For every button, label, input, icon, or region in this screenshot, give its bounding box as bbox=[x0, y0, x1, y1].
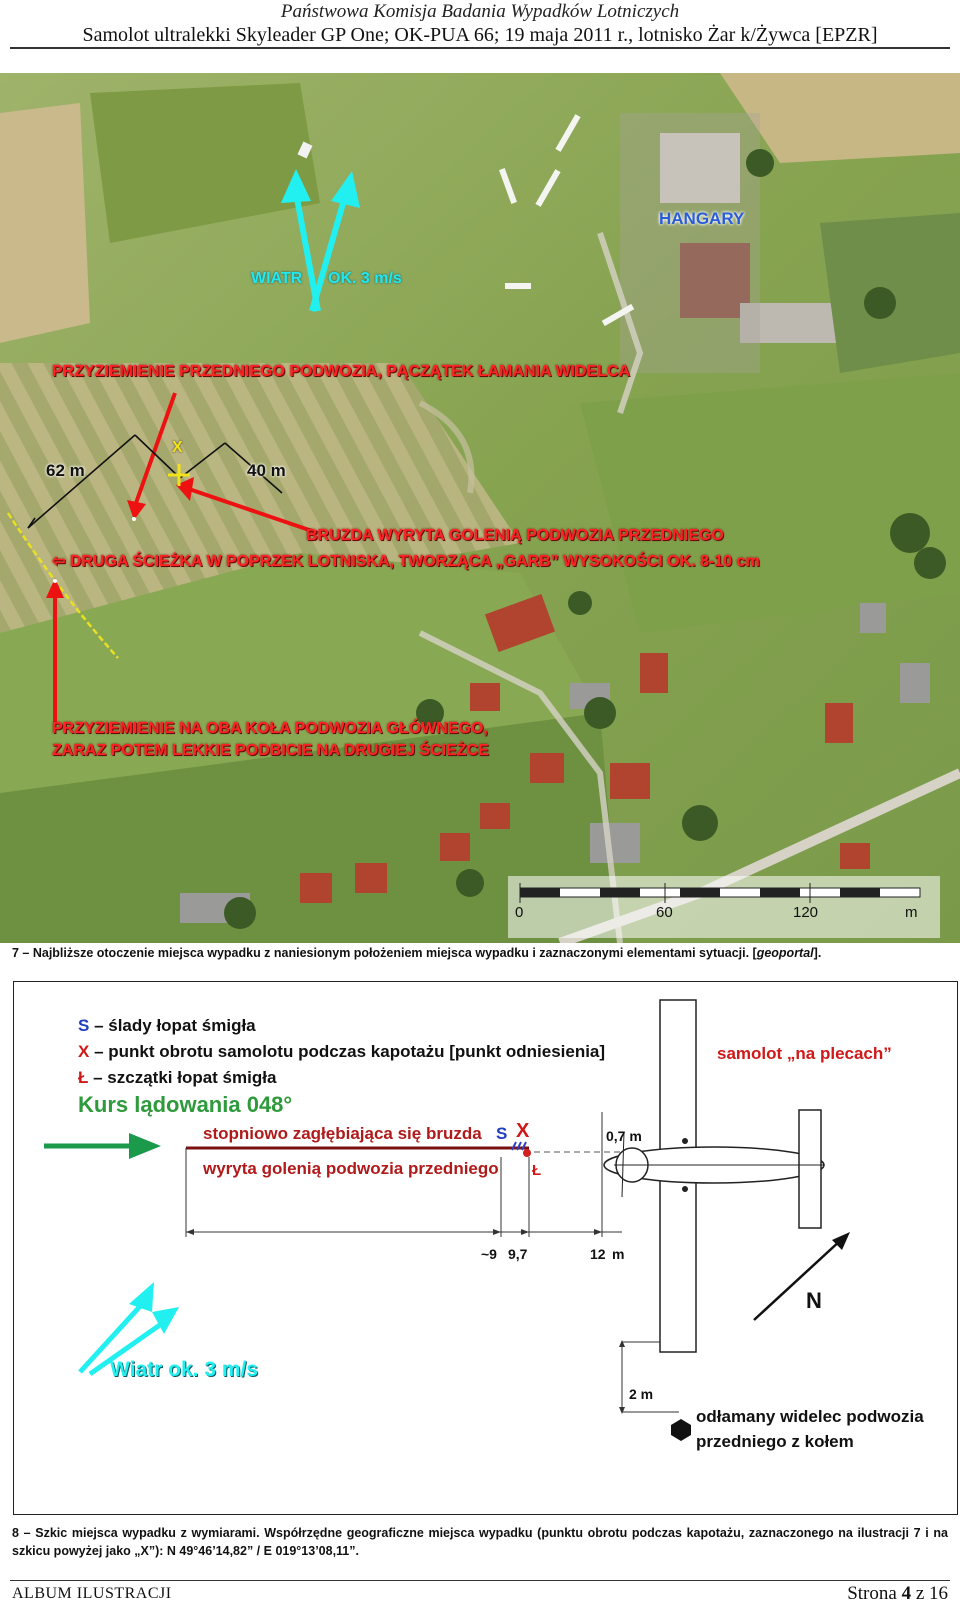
furrow-label: BRUZDA WYRYTA GOLENIĄ PODWOZIA PRZEDNIEGO bbox=[306, 527, 724, 544]
dim-9-7: 9,7 bbox=[508, 1246, 528, 1262]
sketch-x-mark: X bbox=[516, 1120, 530, 1142]
dim-12: 12 bbox=[590, 1246, 606, 1262]
x-marker-label: X bbox=[172, 439, 183, 456]
sketch-l-mark: Ł bbox=[532, 1162, 542, 1179]
furrow-label-2: wyryta golenią podwozia przedniego bbox=[203, 1159, 499, 1178]
dim-unit-m: m bbox=[612, 1246, 625, 1262]
sketch-wind-label: Wiatr ok. 3 m/s bbox=[110, 1358, 259, 1381]
broken-fork-label-2: przedniego z kołem bbox=[696, 1432, 854, 1451]
distance-40-label: 40 m bbox=[247, 461, 286, 480]
footer-divider bbox=[10, 1580, 950, 1581]
second-path-label: ⇦ DRUGA ŚCIEŻKA W POPRZEK LOTNISKA, TWORZĄCA „GARB” WYSOKOŚCI OK. 8-10 cm bbox=[52, 553, 760, 570]
header-institution: Państwowa Komisja Badania Wypadków Lotniczych bbox=[280, 1, 680, 22]
dim-0-7m: 0,7 m bbox=[606, 1128, 642, 1144]
header-report-title: Samolot ultralekki Skyleader GP One; OK-PUA 66; 19 maja 2011 r., lotnisko Żar k/Żywca [EPZR] bbox=[82, 24, 878, 46]
left-arrow-icon: ⇦ bbox=[52, 553, 70, 570]
footer-page-number: Strona 4 z 16 bbox=[847, 1583, 948, 1604]
nose-gear-touchdown-label: PRZYZIEMIENIE PRZEDNIEGO PODWOZIA, PĄCZĄTEK ŁAMANIA WIDELCA bbox=[52, 363, 631, 380]
legend-s: S – ślady łopat śmigła bbox=[78, 1016, 256, 1035]
dim-2m: 2 m bbox=[629, 1386, 654, 1402]
scale-tick-60: 60 bbox=[656, 904, 673, 921]
sketch-s-mark: S bbox=[496, 1124, 508, 1143]
hangary-label: HANGARY bbox=[659, 209, 745, 228]
dim-9: ~9 bbox=[481, 1246, 497, 1262]
header-divider bbox=[10, 47, 950, 49]
figure-7-caption: 7 – Najbliższe otoczenie miejsca wypadku z naniesionym położeniem miejsca wypadku i zaznaczonymi elementami sytuacji. [geoportal]. bbox=[12, 946, 822, 960]
scale-unit: m bbox=[905, 904, 918, 921]
distance-62-label: 62 m bbox=[46, 461, 85, 480]
figure-8-caption: 8 – Szkic miejsca wypadku z wymiarami. Współrzędne geograficzne miejsca wypadku (punktu obrotu podczas kapotażu, zaznaczonego na ilustracji 7 i na szkicu powyżej jako „X”): N 49°46’14,82” / E 019°13’08,11”. bbox=[12, 1526, 948, 1558]
accident-sketch bbox=[13, 981, 958, 1515]
broken-fork-label-1: odłamany widelec podwozia bbox=[696, 1407, 924, 1426]
scale-tick-120: 120 bbox=[793, 904, 819, 921]
legend-x: X – punkt obrotu samolotu podczas kapotażu [punkt odniesienia] bbox=[78, 1042, 606, 1061]
main-gear-touchdown-label-1: PRZYZIEMIENIE NA OBA KOŁA PODWOZIA GŁÓWNEGO, bbox=[52, 720, 488, 737]
aircraft-upside-down-label: samolot „na plecach” bbox=[717, 1044, 892, 1063]
aerial-photo bbox=[0, 73, 960, 943]
page-header bbox=[0, 0, 960, 47]
landing-heading-label: Kurs lądowania 048° bbox=[78, 1092, 293, 1117]
legend-l: Ł – szczątki łopat śmigła bbox=[78, 1068, 277, 1087]
furrow-label-1: stopniowo zagłębiająca się bruzda bbox=[203, 1124, 482, 1143]
north-label: N bbox=[806, 1288, 822, 1313]
main-gear-touchdown-label-2: ZARAZ POTEM LEKKIE PODBICIE NA DRUGIEJ ŚCIEŻCE bbox=[52, 742, 489, 759]
aerial-photo-drawing bbox=[0, 73, 960, 943]
wind-speed-label: OK. 3 m/s bbox=[328, 270, 402, 287]
scale-tick-0: 0 bbox=[515, 904, 524, 921]
footer-album-title: ALBUM ILUSTRACJI bbox=[12, 1585, 172, 1602]
wind-label: WIATR bbox=[251, 270, 303, 287]
